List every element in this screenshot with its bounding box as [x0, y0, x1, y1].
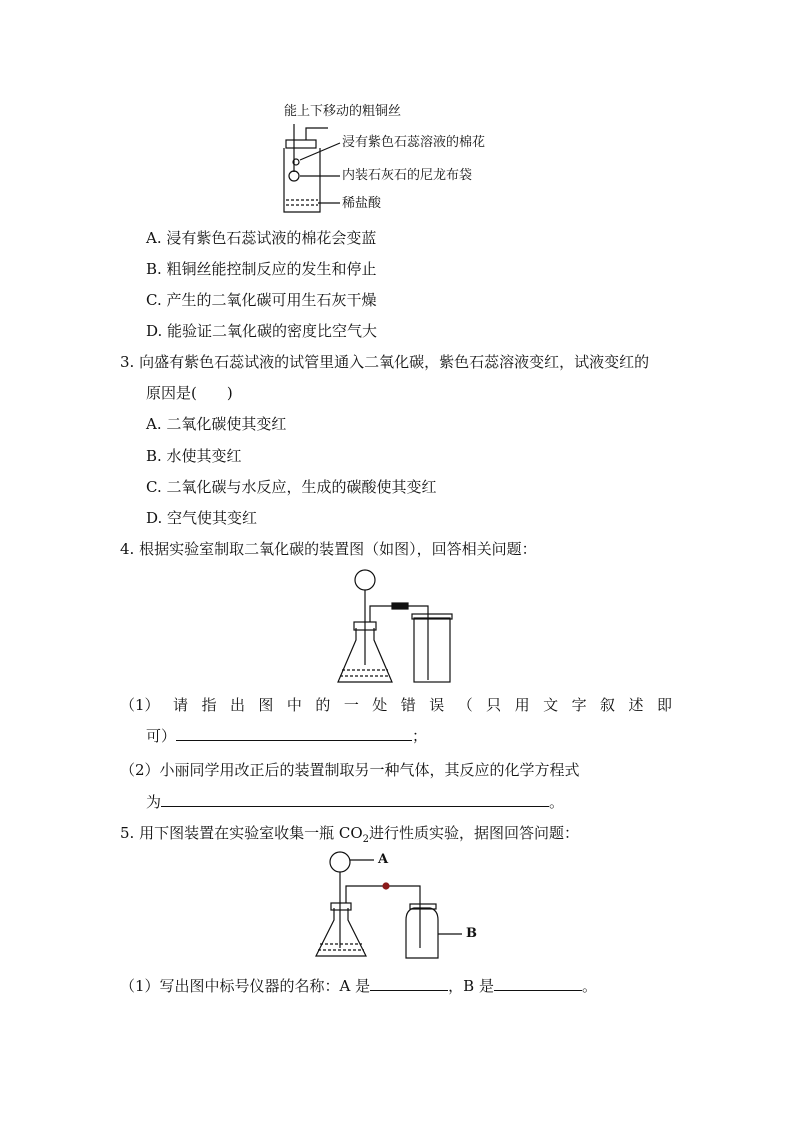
q5-sub1-prefix: （1）写出图中标号仪器的名称：A 是 [120, 977, 371, 995]
q4-sub1-char: 叙 [600, 696, 616, 714]
q4-sub1-prefix: 可） [146, 727, 177, 745]
q4-sub2-line1: （2）小丽同学用改正后的装置制取另一种气体，其反应的化学方程式 [120, 761, 580, 779]
q5-stem-sub: 2 [362, 834, 369, 845]
q5-connector [383, 883, 389, 889]
q4-sub1-line1 [120, 695, 672, 715]
q4-sub1-char: 指 [201, 696, 217, 714]
q2-option-a: A. 浸有紫色石蕊试液的棉花会变蓝 [146, 229, 377, 247]
q5-sub1-mid: ，B 是 [448, 977, 494, 995]
fig1-apparatus-diagram [0, 0, 794, 230]
q4-rubber-connector [392, 603, 408, 609]
q4-sub2-answer-blank[interactable] [161, 792, 549, 807]
q5-answer-b-blank[interactable] [494, 976, 582, 991]
q4-sub1-char: 请 [173, 696, 189, 714]
q5-stem-before: 5. 用下图装置在实验室收集一瓶 CO [120, 824, 363, 842]
q4-sub2-prefix: 为 [146, 793, 162, 811]
fig1-stopper [286, 140, 316, 148]
q5-stem [120, 823, 579, 850]
q3-option-b: B. 水使其变红 [146, 447, 242, 465]
q4-sub1-char: 字 [571, 696, 587, 714]
fig1-bottle [284, 148, 320, 212]
q4-stem: 4. 根据实验室制取二氧化碳的装置图（如图），回答相关问题： [120, 540, 537, 558]
q3-option-d: D. 空气使其变红 [146, 509, 258, 527]
q4-sub1-char: 用 [514, 696, 530, 714]
q4-sub2-line2 [146, 792, 564, 812]
q4-sub1-char: 文 [543, 696, 559, 714]
q4-sub1-chars [120, 695, 672, 715]
q5-label-a: A [378, 852, 389, 867]
q4-sub1-char: 只 [486, 696, 502, 714]
q5-sub1-suffix: 。 [581, 977, 597, 995]
q4-sub1-char: 误 [429, 696, 445, 714]
q2-option-d: D. 能验证二氧化碳的密度比空气大 [146, 322, 378, 340]
q3-option-a: A. 二氧化碳使其变红 [146, 415, 287, 433]
q5-sub1 [120, 976, 597, 996]
fig1-label-bag: 内装石灰石的尼龙布袋 [342, 168, 473, 183]
q5-gas-bottle [406, 908, 438, 958]
q4-sub1-char: 中 [286, 696, 302, 714]
q4-sub1-char: 图 [258, 696, 274, 714]
q5-answer-a-blank[interactable] [370, 976, 448, 991]
q5-flask [316, 908, 366, 956]
fig1-label-cotton: 浸有紫色石蕊溶液的棉花 [342, 135, 486, 150]
q5-label-b: B [466, 926, 477, 941]
q3-stem-line2: 原因是( ) [146, 384, 233, 402]
q3-stem-line1: 3. 向盛有紫色石蕊试液的试管里通入二氧化碳，紫色石蕊溶液变红，试液变红的 [120, 353, 650, 371]
q5-stem-after: 进行性质实验，据图回答问题： [369, 824, 580, 842]
q4-sub1-char: （ [457, 696, 473, 714]
q4-sub1-answer-blank[interactable] [176, 726, 412, 741]
q4-delivery-tube [370, 606, 428, 680]
fig1-label-acid: 稀盐酸 [342, 196, 382, 211]
q4-sub1-char: 述 [628, 696, 644, 714]
q4-sub1-suffix: ； [412, 727, 428, 745]
q2-option-b: B. 粗铜丝能控制反应的发生和停止 [146, 260, 377, 278]
fig1-label-wire: 能上下移动的粗铜丝 [284, 104, 402, 119]
q4-sub1-line2 [146, 726, 427, 746]
q4-gas-bottle [414, 618, 450, 682]
q4-sub1-char: （1） [120, 696, 160, 714]
fig1-exit-tube [306, 128, 328, 140]
q4-sub2-suffix: 。 [549, 793, 565, 811]
q4-sub1-char: 一 [343, 696, 359, 714]
q4-sub1-char: 错 [400, 696, 416, 714]
q4-sub1-char: 处 [372, 696, 388, 714]
q2-option-c: C. 产生的二氧化碳可用生石灰干燥 [146, 291, 377, 309]
q4-sub1-char: 的 [315, 696, 331, 714]
fig1-nylon-bag [289, 171, 299, 181]
q3-option-c: C. 二氧化碳与水反应，生成的碳酸使其变红 [146, 478, 437, 496]
q4-apparatus-diagram [0, 560, 794, 710]
q5-funnel-bulb [330, 852, 350, 872]
q4-sub1-char: 即 [656, 696, 672, 714]
q5-apparatus-diagram [0, 848, 794, 968]
q4-funnel-bulb [355, 570, 375, 590]
q4-sub1-char: 出 [229, 696, 245, 714]
